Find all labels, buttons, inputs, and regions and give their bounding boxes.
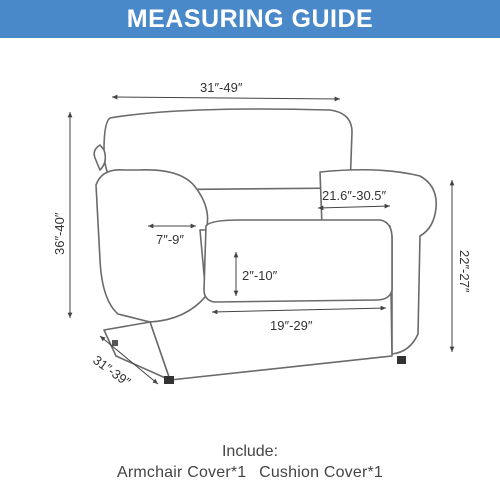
- includes-label: Include:: [221, 443, 279, 460]
- include-item-armchair-cover: Armchair Cover*1: [116, 464, 247, 481]
- armchair-illustration: [94, 109, 436, 380]
- header-banner: [0, 0, 500, 38]
- seat-width-label: 19″-29″: [270, 318, 313, 333]
- chair-back-ear: [94, 145, 105, 170]
- width-arrow: [112, 97, 340, 99]
- width-label: 31″-49″: [200, 80, 243, 95]
- depth-label: 31″-39″: [90, 352, 134, 390]
- arm-width-label: 21.6″-30.5″: [322, 188, 387, 203]
- chair-left-arm: [96, 170, 208, 322]
- chair-foot-right: [397, 356, 406, 364]
- arm-gap-label: 7″-9″: [156, 232, 184, 247]
- include-item-cushion-cover: Cushion Cover*1: [259, 464, 384, 481]
- armchair-diagram: [0, 38, 500, 438]
- chair-foot-left: [164, 376, 174, 384]
- height-label: 36″-40″: [52, 212, 67, 255]
- includes-items: [0, 462, 500, 484]
- includes-section: [0, 442, 500, 484]
- chair-cushion: [204, 220, 392, 302]
- arm-height-label: 22″-27″: [457, 250, 472, 293]
- page-title: MEASURING GUIDE: [126, 4, 374, 33]
- cushion-thickness-label: 2″-10″: [242, 268, 278, 283]
- chair-foot-back: [112, 340, 118, 346]
